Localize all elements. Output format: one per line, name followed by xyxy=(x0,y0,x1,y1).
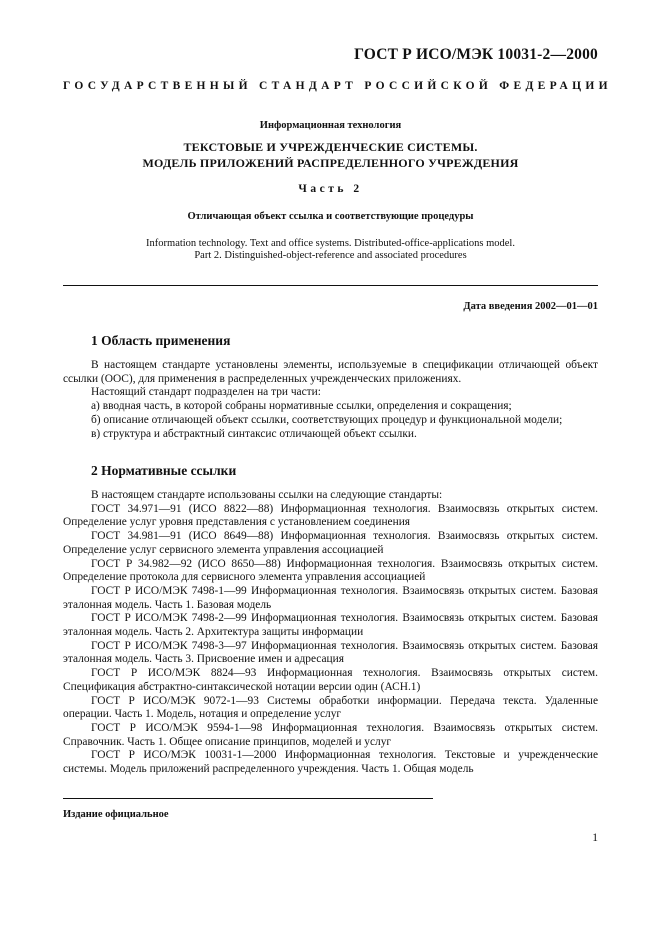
part-label: Часть 2 xyxy=(298,183,363,195)
reference-item: ГОСТ 34.971—91 (ИСО 8822—88) Информационная технология. Взаимосвязь открытых систем. Определение услуг уровня представления с установлением соединения xyxy=(63,502,598,529)
list-item: а) вводная часть, в которой собраны нормативные ссылки, определения и сокращения; xyxy=(91,400,512,413)
footer-divider xyxy=(63,798,433,799)
document-subtitle: Отличающая объект ссылка и соответствующие процедуры xyxy=(187,211,474,222)
paragraph: В настоящем стандарте использованы ссылки на следующие стандарты: xyxy=(91,489,443,501)
section-2-body xyxy=(63,489,598,777)
paragraph: В настоящем стандарте установлены элементы, используемые в спецификации отличающей объект ссылки (ООС), для применения в распределенных учрежденческих приложениях. xyxy=(63,359,598,385)
document-title-line-1: ТЕКСТОВЫЕ И УЧРЕЖДЕНЧЕСКИЕ СИСТЕМЫ. xyxy=(183,140,478,154)
paragraph: Настоящий стандарт подразделен на три части: xyxy=(91,386,321,399)
page-number: 1 xyxy=(592,832,598,844)
section-1-title: 1 Область применения xyxy=(91,333,231,348)
reference-item: ГОСТ Р ИСО/МЭК 9594-1—98 Информационная технология. Взаимосвязь открытых систем. Справочник. Часть 1. Общее описание принципов, моделей и услуг xyxy=(63,721,598,748)
edition-label: Издание официальное xyxy=(63,809,169,820)
reference-item: ГОСТ Р 34.982—92 (ИСО 8650—88) Информационная технология. Взаимосвязь открытых систем. Определение протокола для сервисного элемента управления ассоциацией xyxy=(63,557,598,584)
subject-heading: Информационная технология xyxy=(259,120,402,131)
list-item: б) описание отличающей объект ссылки, соответствующих процедур и функциональной модели; xyxy=(91,413,563,426)
english-title-line-2: Part 2. Distinguished-object-reference and associated procedures xyxy=(194,250,467,261)
document-number: ГОСТ Р ИСО/МЭК 10031-2—2000 xyxy=(354,46,598,63)
reference-item: ГОСТ 34.981—91 (ИСО 8649—88) Информационная технология. Взаимосвязь открытых систем. Определение услуг сервисного элемента управления ассоциацией xyxy=(63,530,598,556)
reference-item: ГОСТ Р ИСО/МЭК 7498-2—99 Информационная технология. Взаимосвязь открытых систем. Базовая эталонная модель. Часть 2. Архитектура защиты информации xyxy=(63,612,598,639)
header-divider xyxy=(63,285,598,286)
introduction-date: Дата введения 2002—01—01 xyxy=(463,301,598,312)
list-item: в) структура и абстрактный синтаксис отличающей объект ссылки. xyxy=(91,427,417,440)
reference-item: ГОСТ Р ИСО/МЭК 9072-1—93 Системы обработки информации. Передача текста. Удаленные операции. Часть 1. Модель, нотация и определение услуг xyxy=(63,694,598,721)
document-title-line-2: МОДЕЛЬ ПРИЛОЖЕНИЙ РАСПРЕДЕЛЕННОГО УЧРЕЖДЕНИЯ xyxy=(142,156,519,170)
section-2-title: 2 Нормативные ссылки xyxy=(91,463,237,478)
reference-item: ГОСТ Р ИСО/МЭК 7498-1—99 Информационная технология. Взаимосвязь открытых систем. Базовая эталонная модель. Часть 1. Базовая модель xyxy=(63,584,598,611)
reference-item: ГОСТ Р ИСО/МЭК 10031-1—2000 Информационная технология. Текстовые и учрежденческие системы. Модель приложений распределенного учреждения. Часть 1. Общая модель xyxy=(63,749,598,776)
english-title-line-1: Information technology. Text and office systems. Distributed-office-applications model. xyxy=(146,238,515,249)
reference-item: ГОСТ Р ИСО/МЭК 8824—93 Информационная технология. Взаимосвязь открытых систем. Спецификация абстрактно-синтаксической нотации версии один (АСН.1) xyxy=(63,667,598,693)
reference-item: ГОСТ Р ИСО/МЭК 7498-3—97 Информационная технология. Взаимосвязь открытых систем. Базовая эталонная модель. Часть 3. Присвоение имен и адресация xyxy=(63,639,598,666)
section-1-body xyxy=(63,359,598,441)
state-standard-heading: ГОСУДАРСТВЕННЫЙ СТАНДАРТ РОССИЙСКОЙ ФЕДЕРАЦИИ xyxy=(63,80,612,92)
